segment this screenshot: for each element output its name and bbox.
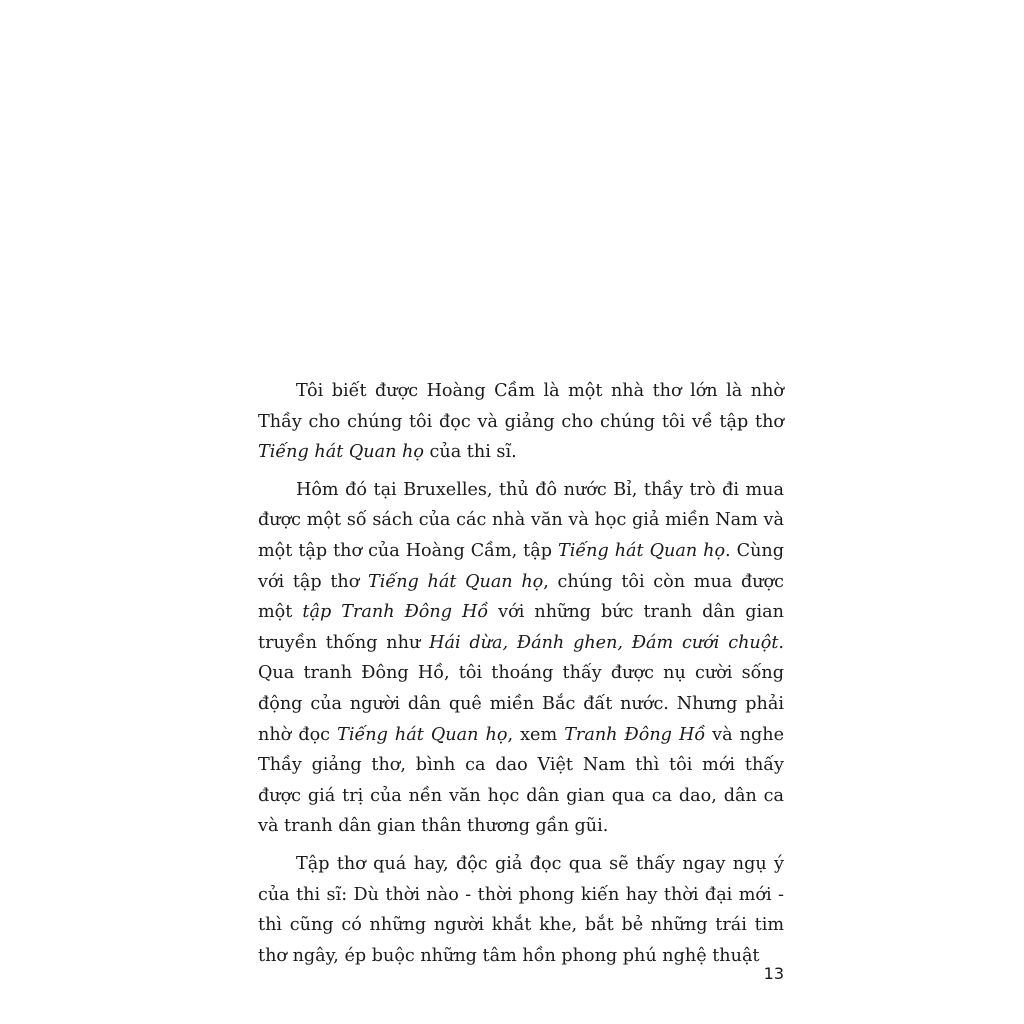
paragraph-segment: . Cùng với tập thơ: [258, 540, 784, 592]
paragraph-3: [258, 849, 784, 971]
painting-titles-italic: Hái dừa, Đánh ghen, Đám cưới chuột: [429, 632, 779, 653]
book-title-italic: Tranh Đông Hồ: [564, 724, 706, 745]
paragraph-segment: , chúng tôi còn mua được một: [258, 571, 784, 623]
paragraph-segment: , xem: [507, 724, 565, 745]
paragraph-2: [258, 475, 784, 842]
paragraph-1: [258, 376, 784, 468]
book-title-italic: tập Tranh Đông Hồ: [302, 602, 489, 623]
paragraph-segment: với những bức tranh dân gian truyền thống như: [258, 602, 784, 653]
book-title-italic: Tiếng hát Quan họ: [557, 540, 726, 561]
paragraph-segment: Tôi biết được Hoàng Cầm là một nhà thơ lớn là nhờ Thầy cho chúng tôi đọc và giảng cho chúng tôi về tập thơ: [258, 381, 784, 432]
book-title-italic: Tiếng hát Quan họ: [258, 442, 424, 463]
page-number: 13: [763, 964, 784, 983]
paragraph-segment: Hôm đó tại Bruxelles, thủ đô nước Bỉ, thầy trò đi mua được một số sách của các nhà văn và học giả miền Nam và một tập thơ của Hoàng Cầm, tập: [258, 479, 784, 561]
paragraph-segment: . Qua tranh Đông Hồ, tôi thoáng thấy được nụ cười sống động của người dân quê miền Bắc đất nước. Nhưng phải nhờ đọc: [258, 632, 784, 745]
body-text: [258, 376, 784, 978]
book-title-italic: Tiếng hát Quan họ: [368, 571, 544, 592]
paragraph-segment: và nghe Thầy giảng thơ, bình ca dao Việt Nam thì tôi mới thấy được giá trị của nền văn học dân gian qua ca dao, dân ca và tranh dân gian thân thương gần gũi.: [258, 724, 784, 837]
paragraph-segment: Tập thơ quá hay, độc giả đọc qua sẽ thấy ngay ngụ ý của thi sĩ: Dù thời nào - thời phong kiến hay thời đại mới - thì cũng có những người khắt khe, bắt bẻ những trái tim thơ ngây, ép buộc những tâm hồn phong phú nghệ thuật: [258, 853, 784, 966]
book-title-italic: Tiếng hát Quan họ: [337, 724, 508, 745]
paragraph-segment: của thi sĩ.: [423, 442, 517, 463]
